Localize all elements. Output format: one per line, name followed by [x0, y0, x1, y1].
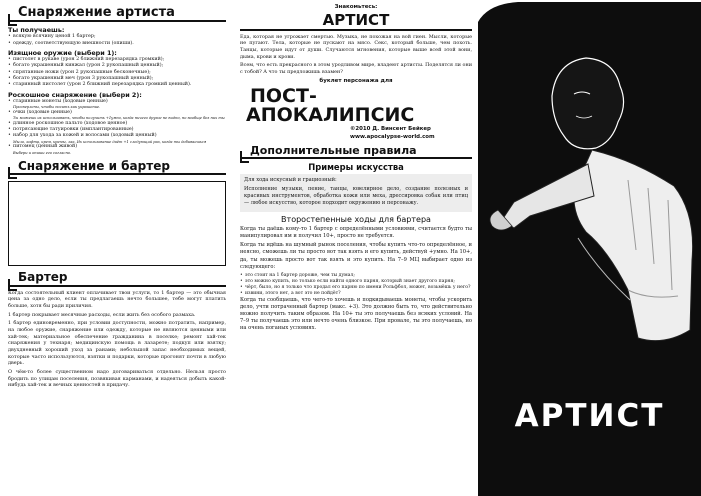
extra-rules-title: Дополнительные правила: [240, 145, 472, 160]
art-examples-text: Исполнение музыки, пение, танцы, ювелирное дело, создание полезных и красивых инструментов, обработка кожи или меха, дрессировка собак или птиц — любое искусство, которое подходит окружению и персонажу.: [244, 186, 468, 207]
list-item: • богато украшенный меч (урон 3 рукопашный ценный);: [8, 76, 226, 82]
luxury-list-4: [8, 144, 226, 150]
barter-paragraph: 1 бартер покрывает месячные расходы, если жить без особого размаха.: [8, 311, 196, 318]
list-item: • это стоит на 1 бартер дороже, чем ты думал;: [240, 273, 472, 279]
list-item: • очки (ходовые ценные): [8, 110, 226, 116]
list-item: • чёрт, было, но я только что продал его парню по имени Рольфбол, может, возьмёшь у него?: [240, 285, 472, 291]
luxury-note: Выбери и опиши его согласно.: [13, 150, 72, 155]
move-options-list: [240, 273, 472, 297]
list-item: • одежду, соответствующую внешности (опиши).: [8, 41, 226, 47]
weapons-heading: Изящное оружие (выбери 1):: [8, 48, 117, 57]
game-logo-line1: ПОСТ-: [250, 84, 317, 107]
art-examples-title: Примеры искусства: [308, 162, 404, 173]
you-get-list: [8, 34, 226, 47]
game-logo-line2: АПОКАЛИПСИС: [246, 103, 415, 126]
luxury-note: Ты можешь их использовать, чтобы получить +1умно, когда ничего другое не видно, но вообще без них ты: [13, 115, 225, 120]
left-panel: [0, 0, 232, 496]
list-item: • питомец (ценный живой): [8, 144, 226, 150]
luxury-list-2: [8, 110, 226, 116]
luxury-note: Мыло, кофта, крем, кремы, лак. Их использование даёт +1 следующий раз, когда ты добиваешься: [13, 139, 207, 144]
barter-title: Бартер: [8, 271, 226, 286]
credit-author: ©2010 Д. Винсент Бейкер: [350, 125, 431, 132]
move-text: Когда ты сообщаешь, что чего-то хочешь и подкидываешь монеты, чтобы ускорить дело, учти потраченный бартер (макс. +3). Это должно быть то, что действительно можно получить таким образом. На 10+ ты это получаешь без всяких условий. На 7–9 ты получаешь это или нечто очень близкое. При провале, ты это получаешь, но на очень поганых условиях.: [240, 296, 472, 332]
gear-barter-title: Снаряжение и бартер: [8, 160, 226, 175]
barter-moves-title: Второстепенные ходы для бартера: [281, 215, 431, 225]
booklet-tagline: буклет персонажа для: [319, 77, 393, 84]
list-item: • потрясающие татуировки (имплантированные): [8, 127, 226, 133]
move-text: Когда ты идёшь на шумный рынок поселения, чтобы купить что-то определённое, и неясно, сможешь ли ты просто вот так взять и его купить, действуй +умно. На 10+, да, ты можешь просто вот так взять и это купить. На 7–9 МЦ выбирает одно из следующего:: [240, 242, 472, 270]
list-item: • спрятанные ножи (урон 2 рукопашные бесконечные);: [8, 70, 226, 76]
intro-paragraph: Всем, что есть прекрасного в этом уродливом мире, владеют артисты. Поделятся ли они с тобой? А что ты предложишь взамен?: [240, 62, 472, 75]
luxury-heading: Роскошное снаряжение (выбери 2):: [8, 90, 142, 99]
luxury-list-3: [8, 121, 226, 140]
cover-panel: [478, 0, 701, 496]
playbook-title: АРТИСТ: [240, 12, 472, 31]
gear-notes-box[interactable]: [8, 181, 226, 266]
list-item: • старинный пистолет (урон 2 ближний перезарядка громкий ценный).: [8, 82, 226, 88]
weapons-list: [8, 57, 226, 89]
gear-section-title: Снаряжение артиста: [8, 6, 226, 22]
intro-paragraph: Еда, которая не угрожает смертью. Музыка, не похожая на вой гиен. Мысли, которые не пугают. Тела, которые не пускают на мясо. Секс, который больше, чем похоть. Танцы, которые идут от души. Случаются мгновения, которые выше всей этой вони, дыма, крови и крови.: [240, 33, 472, 60]
barter-paragraph: 1 бартер единовременно, при условии доступности, можно потратить, например, на любое оружие, снаряжение или одежду, которые не являются ценными или хай-тек; материальное обеспечение гражданина в поселке; ремонт хай-тек снаряжения у технаря; медицинскую помощь в лазарете; подкуп или взятку; двухдневный хороший уход за ранами; небольшой запас необходимых вещей, которые часто используются, взятки и подарки, которые прогонят почти в любую дверь.: [8, 320, 226, 367]
credit-site[interactable]: www.apocalypse-world.com: [350, 133, 435, 140]
cover-title: АРТИСТ: [514, 398, 665, 434]
move-text: Когда ты даёшь кому-то 1 бартер с определёнными условиями, считается будто ты манипулировал им и получил 10+, просто не требуется.: [240, 226, 472, 240]
list-item: • пистолет в рукаве (урон 2 ближний перезарядка громкий);: [8, 57, 226, 63]
you-get-heading: Ты получаешь:: [8, 26, 65, 35]
luxury-note: Просверлены, чтобы носить как украшение.: [13, 104, 101, 109]
barter-paragraph: О чём-то более существенном надо договариваться отдельно. Нельзя просто бродить по улицам поселения, позвякивая карманами, и надеяться добыть какой-нибудь хай-тек и вечных ценностей в придачу.: [8, 369, 226, 389]
art-examples-box: [240, 174, 472, 212]
list-item: • набор для ухода за кожей и волосами (ходовый ценный): [8, 133, 226, 139]
list-item: • старинные монеты (ходовые ценные): [8, 99, 226, 105]
luxury-list: [8, 99, 226, 105]
list-item: • всякую всячину ценой 1 бартер;: [8, 34, 226, 40]
list-item: • длинное роскошное пальто (ходовое ценное): [8, 121, 226, 127]
barter-paragraph: Когда состоятельный клиент оплачивает твои услуги, то 1 бартер — это обычная цена за одно дело, если ты предлагаешь нечто большее, тебе могут платить больше, хотя бы ради приличия.: [8, 289, 226, 309]
intro-label: Знакомьтесь:: [334, 4, 378, 10]
art-examples-line: Для хода искусный и грациозный:: [244, 177, 337, 184]
list-item: • богато украшенный кинжал (урон 2 рукопашный ценный);: [8, 63, 226, 69]
list-item: • это можно купить, но только если найти одного парня, который знает другого парня;: [240, 279, 472, 285]
list-item: • извини, этого нет, а вот это не пойдёт?: [240, 291, 472, 297]
middle-panel: [236, 0, 476, 496]
